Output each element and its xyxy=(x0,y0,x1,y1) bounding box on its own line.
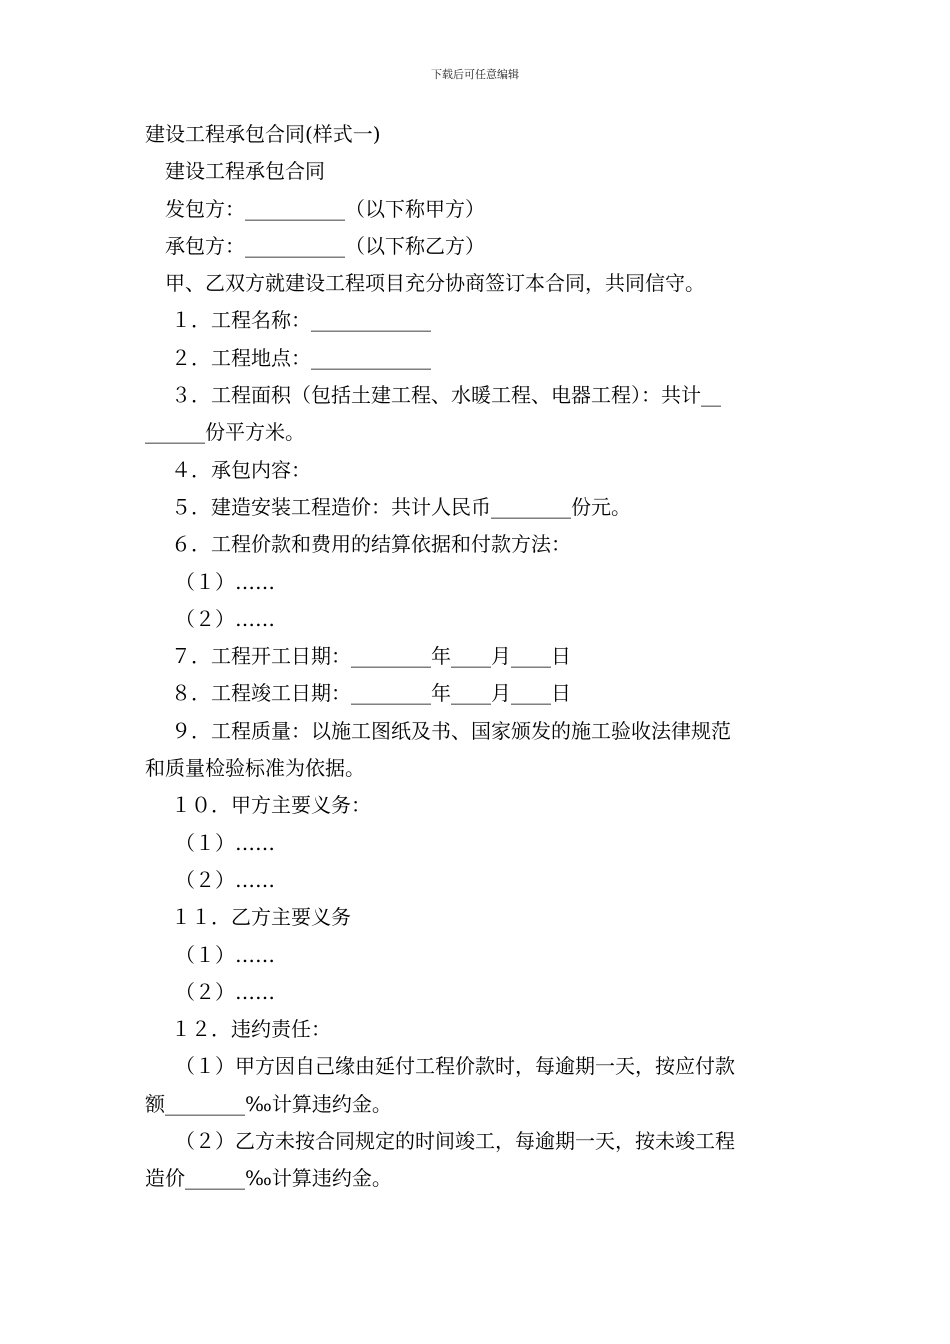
clause-8: ８．工程竣工日期：________年____月____日 xyxy=(171,681,571,706)
clause-11-item-1: （１）…… xyxy=(175,942,275,967)
clause-12-item-1: （１）甲方因自己缘由延付工程价款时，每逾期一天，按应付款 xyxy=(175,1054,735,1079)
clause-5: ５．建造安装工程造价：共计人民币________份元。 xyxy=(171,494,631,519)
clause-12-item-2-continued: 造价______‰计算违约金。 xyxy=(145,1166,392,1191)
clause-6: ６．工程价款和费用的结算依据和付款方法： xyxy=(171,532,571,557)
clause-9: ９．工程质量：以施工图纸及书、国家颁发的施工验收法律规范 xyxy=(171,718,731,743)
clause-3: ３．工程面积（包括土建工程、水暖工程、电器工程）：共计__ xyxy=(171,383,721,408)
contract-body xyxy=(145,116,807,1198)
clause-6-item-1: （１）…… xyxy=(175,569,275,594)
clause-2: ２．工程地点：____________ xyxy=(171,345,431,370)
page-header: 下载后可任意编辑 xyxy=(431,68,519,81)
contract-heading: 建设工程承包合同 xyxy=(165,159,325,184)
clause-10-item-1: （１）…… xyxy=(175,830,275,855)
clause-1: １．工程名称：____________ xyxy=(171,308,431,333)
clause-10-item-2: （２）…… xyxy=(175,867,275,892)
clause-4: ４．承包内容： xyxy=(171,457,311,482)
party-b-line: 承包方：__________（以下称乙方） xyxy=(165,233,485,258)
clause-12-item-2: （２）乙方未按合同规定的时间竣工，每逾期一天，按未竣工程 xyxy=(175,1129,735,1154)
clause-6-item-2: （２）…… xyxy=(175,606,275,631)
clause-3-continued: ______份平方米。 xyxy=(145,420,305,445)
clause-11-item-2: （２）…… xyxy=(175,979,275,1004)
clause-9-continued: 和质量检验标准为依据。 xyxy=(145,756,365,781)
clause-10: １０．甲方主要义务： xyxy=(171,793,371,818)
clause-12: １２．违约责任： xyxy=(171,1017,331,1042)
party-a-line: 发包方：__________（以下称甲方） xyxy=(165,196,485,221)
clause-11: １１．乙方主要义务 xyxy=(171,905,351,930)
clause-12-item-1-continued: 额________‰计算违约金。 xyxy=(145,1091,392,1116)
document-title: 建设工程承包合同(样式一) xyxy=(145,122,381,146)
preamble-line: 甲、乙双方就建设工程项目充分协商签订本合同，共同信守。 xyxy=(165,271,705,296)
clause-7: ７．工程开工日期：________年____月____日 xyxy=(171,644,571,669)
